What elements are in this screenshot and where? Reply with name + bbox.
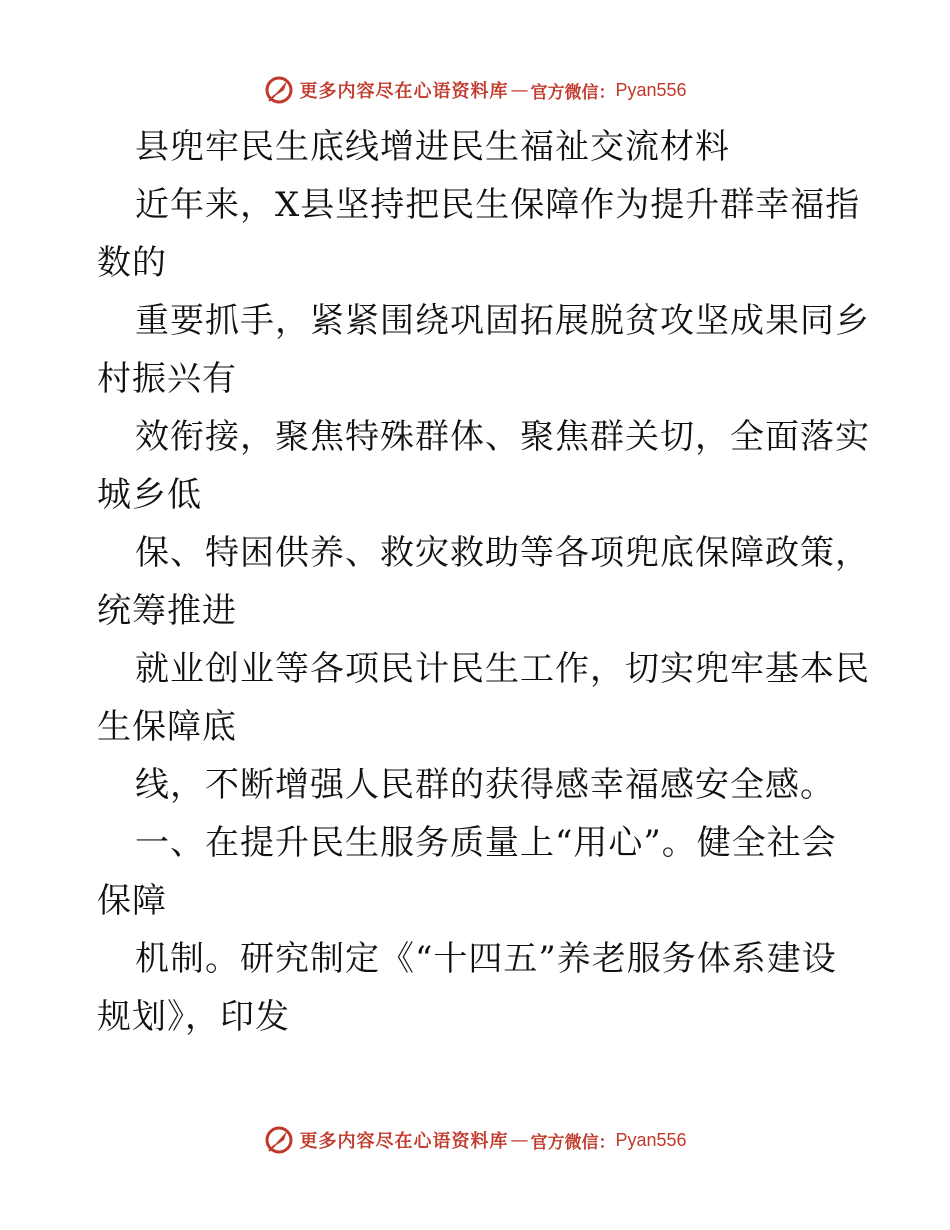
- footer-watermark-banner: [0, 1120, 950, 1160]
- paragraph-line: 规划》，印发: [97, 997, 290, 1037]
- paragraph-line: 重要抓手，紧紧围绕巩固拓展脱贫攻坚成果同乡: [135, 301, 870, 341]
- paragraph-line: 效衔接，聚焦特殊群体、聚焦群关切，全面落实: [135, 417, 870, 457]
- section-heading-line: 一、在提升民生服务质量上“用心”。健全社会: [135, 823, 837, 863]
- paragraph-line: 机制。研究制定《“十四五”养老服务体系建设: [135, 939, 837, 979]
- banner-text: 更多内容尽在心语资料库: [299, 1131, 509, 1152]
- paragraph-line: 统筹推进: [97, 591, 237, 631]
- wechat-label: 官方微信：: [530, 82, 616, 103]
- document-title: 县兜牢民生底线增进民生福祉交流材料: [135, 127, 730, 167]
- paragraph-line: 生保障底: [97, 707, 237, 747]
- header-watermark-banner: [0, 70, 950, 110]
- banner-dash: —: [510, 1129, 529, 1151]
- paragraph-line: 保障: [97, 881, 167, 921]
- paragraph-line: 近年来，X县坚持把民生保障作为提升群幸福指: [135, 185, 861, 225]
- wechat-id: Pyan556: [615, 79, 687, 100]
- banner-text: 更多内容尽在心语资料库: [299, 81, 509, 102]
- quill-logo-icon: [263, 1124, 295, 1156]
- paragraph-line: 线，不断增强人民群的获得感幸福感安全感。: [135, 765, 835, 805]
- banner-dash: —: [510, 79, 529, 101]
- wechat-label: 官方微信：: [530, 1132, 616, 1153]
- paragraph-line: 数的: [97, 243, 167, 283]
- wechat-id: Pyan556: [615, 1129, 687, 1150]
- paragraph-line: 村振兴有: [97, 359, 237, 399]
- paragraph-line: 城乡低: [97, 475, 202, 515]
- quill-logo-icon: [263, 74, 295, 106]
- document-body: [97, 118, 870, 1046]
- paragraph-line: 就业创业等各项民计民生工作，切实兜牢基本民: [135, 649, 870, 689]
- paragraph-line: 保、特困供养、救灾救助等各项兜底保障政策，: [135, 533, 870, 573]
